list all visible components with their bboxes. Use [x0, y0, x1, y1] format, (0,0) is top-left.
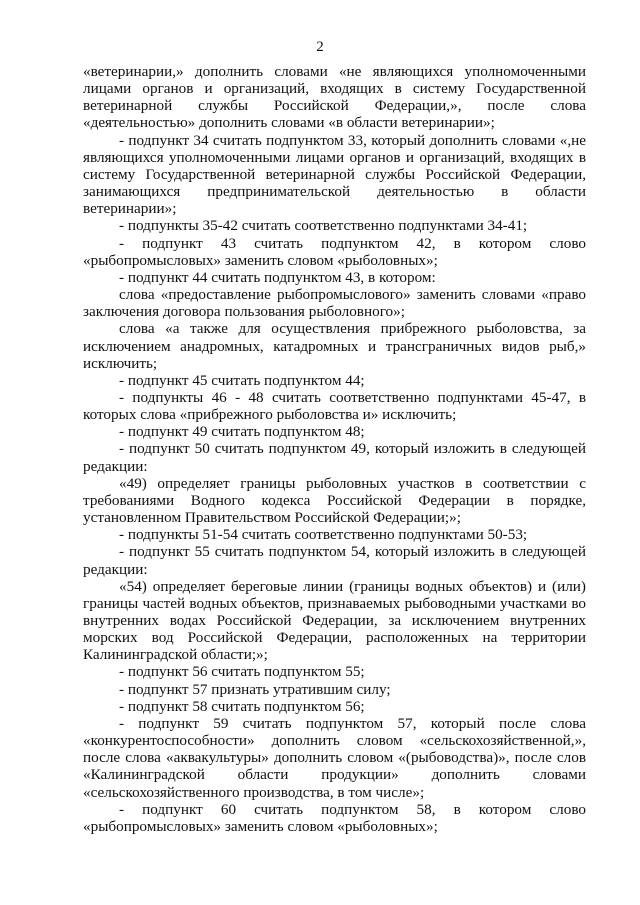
paragraph: - подпункт 59 считать подпунктом 57, который после слова «конкурентоспособности» дополнить словом «сельскохозяйственной,», после слова «аквакультуры» дополнить словом «(рыбоводства)», после слов «Калининградской области продукции» дополнить словами «сельскохозяйственного производства, в том числе»;: [83, 714, 586, 801]
paragraph: - подпункт 60 считать подпунктом 58, в котором слово «рыбопромысловых» заменить словом «рыболовных»;: [83, 800, 586, 835]
paragraph: - подпункт 43 считать подпунктом 42, в котором слово «рыбопромысловых» заменить словом «рыболовных»;: [83, 234, 586, 269]
paragraph: - подпункт 55 считать подпунктом 54, который изложить в следующей редакции:: [83, 543, 586, 578]
paragraph: «ветеринарии,» дополнить словами «не являющихся уполномоченными лицами органов и организаций, входящих в систему Государственной ветеринарной службы Российской Федерации,», после слова «деятельностью» дополнить словами «в области ветеринарии»;: [83, 63, 586, 132]
paragraph: - подпункты 46 - 48 считать соответственно подпунктами 45-47, в которых слова «прибрежного рыболовства и» исключить;: [83, 388, 586, 424]
page-number: 2: [316, 39, 324, 55]
paragraph: «54) определяет береговые линии (границы водных объектов) и (или) границы частей водных объектов, признаваемых рыбоводными участками во внутренних водах Российской Федерации, за исключением внутренних морских вод Российской Федерации, расположенных на территории Калининградской области;»;: [83, 577, 586, 664]
paragraph: - подпункт 49 считать подпунктом 48;: [119, 423, 365, 441]
paragraph: - подпункт 58 считать подпунктом 56;: [119, 697, 365, 715]
paragraph: - подпункт 44 считать подпунктом 43, в котором:: [119, 268, 436, 286]
paragraph: - подпункт 57 признать утратившим силу;: [119, 680, 391, 698]
paragraph: - подпункт 34 считать подпунктом 33, который дополнить словами «,не являющихся уполномоченными лицами органов и организаций, входящих в систему Государственной ветеринарной службы Российской Федерации, занимающихся предпринимательской деятельностью в области ветеринарии»;: [83, 131, 586, 218]
paragraph: слова «а также для осуществления прибрежного рыболовства, за исключением анадромных, катадромных и трансграничных видов рыб,» исключить;: [83, 320, 586, 372]
paragraph: - подпункт 45 считать подпунктом 44;: [119, 371, 365, 389]
paragraph: - подпункты 35-42 считать соответственно подпунктами 34-41;: [119, 217, 528, 235]
document-body: [83, 63, 586, 835]
paragraph: слова «предоставление рыбопромыслового» заменить словами «право заключения договора пользования рыболовного»;: [83, 286, 586, 321]
paragraph: - подпункты 51-54 считать соответственно подпунктами 50-53;: [119, 526, 528, 544]
paragraph: - подпункт 50 считать подпунктом 49, который изложить в следующей редакции:: [83, 440, 586, 475]
paragraph: - подпункт 56 считать подпунктом 55;: [119, 663, 365, 681]
paragraph: «49) определяет границы рыболовных участков в соответствии с требованиями Водного кодекса Российской Федерации в порядке, установленном Правительством Российской Федерации;»;: [83, 474, 586, 527]
